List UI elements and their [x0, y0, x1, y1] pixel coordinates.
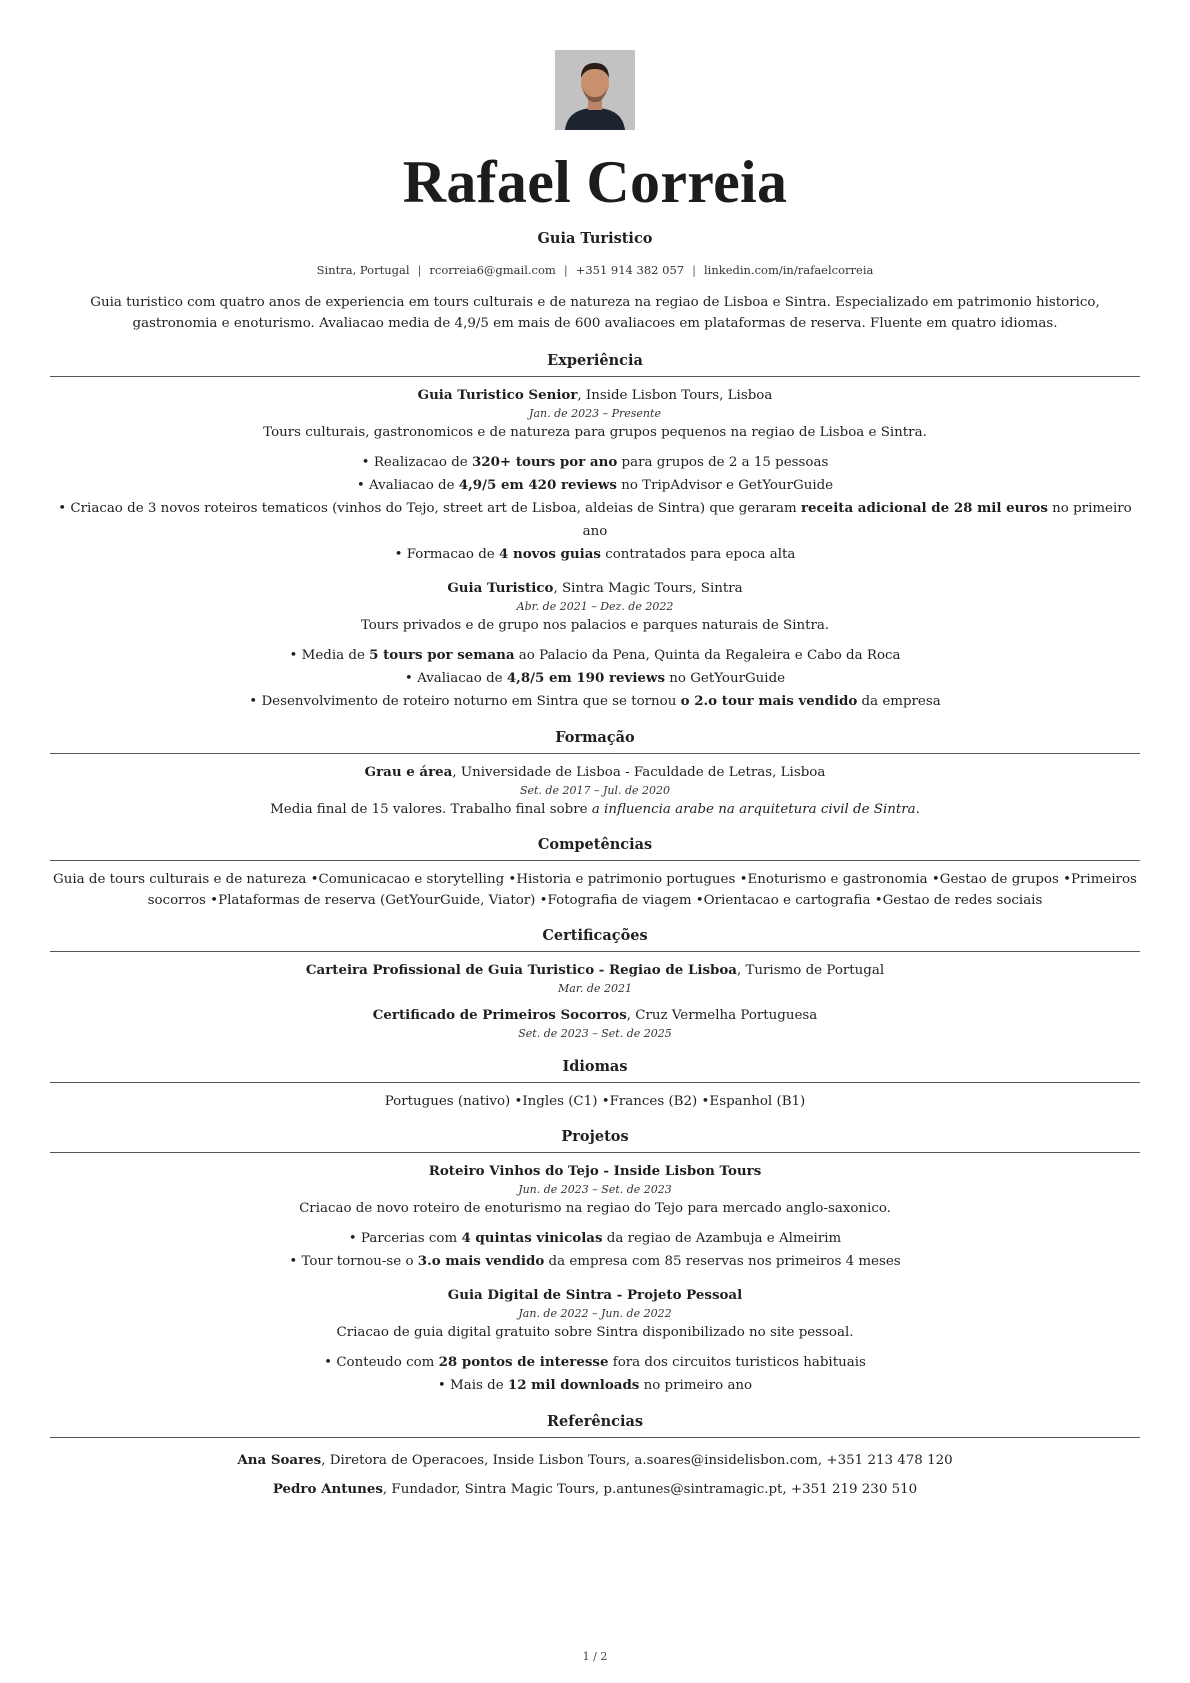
skill-item: • Historia e patrimonio portugues — [504, 872, 735, 887]
job-bullets — [50, 451, 1140, 566]
job-title-line — [50, 385, 1140, 406]
reference-details: , Diretora de Operacoes, Inside Lisbon Tours, a.soares@insidelisbon.com, +351 213 478 120 — [321, 1453, 953, 1469]
bullet-item: • Conteudo com 28 pontos de interesse fora dos circuitos turisticos habituais — [50, 1351, 1140, 1374]
references-section — [50, 1411, 1140, 1504]
section-title: Experiência — [50, 350, 1140, 377]
project-title: Roteiro Vinhos do Tejo - Inside Lisbon Tours — [428, 1163, 762, 1180]
bullet-item: • Formacao de 4 novos guias contratados para epoca alta — [50, 543, 1140, 566]
language-item: Portugues (nativo) — [384, 1094, 511, 1110]
bullet-item: • Tour tornou-se o 3.o mais vendido da empresa com 85 reservas nos primeiros 4 meses — [50, 1250, 1140, 1273]
job-description: Tours culturais, gastronomicos e de natureza para grupos pequenos na regiao de Lisboa e Sintra. — [263, 425, 927, 441]
job-title-line — [50, 578, 1140, 599]
reference-details: , Fundador, Sintra Magic Tours, p.antunes@sintramagic.pt, +351 219 230 510 — [382, 1482, 918, 1498]
school-name: , Universidade de Lisboa - Faculdade de Letras, Lisboa — [452, 765, 826, 781]
job-dates: Abr. de 2021 – Dez. de 2022 — [516, 600, 674, 614]
language-item: • Frances (B2) — [597, 1094, 697, 1109]
bullet-item: • Media de 5 tours por semana ao Palacio da Pena, Quinta da Regaleira e Cabo da Roca — [50, 644, 1140, 667]
section-title: Competências — [50, 834, 1140, 861]
candidate-role: Guia Turistico — [537, 230, 653, 247]
bullet-item: • Avaliacao de 4,9/5 em 420 reviews no TripAdvisor e GetYourGuide — [50, 474, 1140, 497]
separator: | — [417, 263, 422, 278]
location: Sintra, Portugal — [316, 263, 410, 278]
contact-line — [50, 262, 1140, 280]
page-number: 1 / 2 — [582, 1650, 608, 1663]
reference-name: Ana Soares — [237, 1452, 322, 1469]
education-description: Media final de 15 valores. Trabalho final sobre a influencia arabe na arquitetura civil de Sintra. — [270, 802, 920, 818]
section-title: Projetos — [50, 1126, 1140, 1153]
email-link[interactable]: rcorreia6@gmail.com — [429, 263, 556, 278]
education-section — [50, 727, 1140, 820]
degree-name: Grau e área — [364, 764, 453, 781]
summary: Guia turistico com quatro anos de experiencia em tours culturais e de natureza na regiao de Lisboa e Sintra. Especializado em patrimonio historico, gastronomia e enoturismo. Avaliacao media de 4,9/5 em mais de 600 avaliacoes em plataformas de reserva. Fluente em quatro idiomas. — [90, 295, 1100, 332]
skill-item: • Primeiros socorros — [148, 872, 1137, 908]
linkedin-link[interactable]: linkedin.com/in/rafaelcorreia — [703, 263, 874, 278]
phone-number[interactable]: +351 914 382 057 — [575, 263, 685, 278]
reference-name: Pedro Antunes — [272, 1481, 383, 1498]
project-description: Criacao de novo roteiro de enoturismo na regiao do Tejo para mercado anglo-saxonico. — [299, 1201, 891, 1217]
bullet-item: • Realizacao de 320+ tours por ano para grupos de 2 a 15 pessoas — [50, 451, 1140, 474]
section-title: Certificações — [50, 925, 1140, 952]
project-bullets — [50, 1227, 1140, 1273]
languages-section — [50, 1056, 1140, 1112]
job-dates: Jan. de 2023 – Presente — [529, 407, 661, 421]
section-title: Formação — [50, 727, 1140, 754]
skill-item: • Orientacao e cartografia — [692, 893, 871, 908]
skill-item: • Gestao de grupos — [928, 872, 1059, 887]
skill-item: • Plataformas de reserva (GetYourGuide, Viator) — [206, 893, 535, 908]
skills-section — [50, 834, 1140, 911]
separator: | — [692, 263, 696, 278]
job-role: Guia Turistico Senior — [417, 387, 578, 404]
section-title: Referências — [50, 1411, 1140, 1438]
languages-list — [50, 1091, 1140, 1112]
language-item: • Ingles (C1) — [510, 1094, 597, 1109]
project-description: Criacao de guia digital gratuito sobre Sintra disponibilizado no site pessoal. — [336, 1325, 854, 1341]
skill-item: • Gestao de redes sociais — [870, 893, 1042, 908]
certification-line — [50, 1005, 1140, 1026]
certification-name: Carteira Profissional de Guia Turistico - Regiao de Lisboa — [305, 962, 737, 979]
certification-name: Certificado de Primeiros Socorros — [372, 1007, 627, 1024]
certification-date: Mar. de 2021 — [558, 982, 632, 996]
job-bullets — [50, 644, 1140, 713]
certification-line — [50, 960, 1140, 981]
skills-list — [50, 869, 1140, 911]
degree-line — [50, 762, 1140, 783]
projects-section — [50, 1126, 1140, 1397]
experience-section — [50, 350, 1140, 713]
bullet-item: • Criacao de 3 novos roteiros tematicos (vinhos do Tejo, street art de Lisboa, aldeias de Sintra) que geraram receita adicional de 28 mil euros no primeiro ano — [50, 497, 1140, 543]
skill-item: • Comunicacao e storytelling — [306, 872, 504, 887]
reference-item — [50, 1446, 1140, 1475]
project-dates: Jun. de 2023 – Set. de 2023 — [518, 1183, 672, 1197]
bullet-item: • Avaliacao de 4,8/5 em 190 reviews no GetYourGuide — [50, 667, 1140, 690]
profile-photo — [555, 50, 635, 130]
project-title: Guia Digital de Sintra - Projeto Pessoal — [447, 1287, 743, 1304]
section-title: Idiomas — [50, 1056, 1140, 1083]
skill-item: • Fotografia de viagem — [535, 893, 691, 908]
education-dates: Set. de 2017 – Jul. de 2020 — [519, 784, 671, 798]
job-role: Guia Turistico — [447, 580, 554, 597]
bullet-item: • Desenvolvimento de roteiro noturno em Sintra que se tornou o 2.o tour mais vendido da empresa — [50, 690, 1140, 713]
certification-date: Set. de 2023 – Set. de 2025 — [518, 1027, 672, 1041]
job-company: , Sintra Magic Tours, Sintra — [553, 581, 743, 597]
language-item: • Espanhol (B1) — [697, 1094, 805, 1109]
project-bullets — [50, 1351, 1140, 1397]
certifications-section — [50, 925, 1140, 1042]
reference-item — [50, 1475, 1140, 1504]
bullet-item: • Parcerias com 4 quintas vinicolas da regiao de Azambuja e Almeirim — [50, 1227, 1140, 1250]
job-description: Tours privados e de grupo nos palacios e parques naturais de Sintra. — [360, 618, 830, 634]
skill-item: • Enoturismo e gastronomia — [735, 872, 927, 887]
certification-issuer: , Turismo de Portugal — [736, 963, 885, 979]
project-dates: Jan. de 2022 – Jun. de 2022 — [518, 1307, 672, 1321]
job-company: , Inside Lisbon Tours, Lisboa — [577, 388, 773, 404]
bullet-item: • Mais de 12 mil downloads no primeiro ano — [50, 1374, 1140, 1397]
candidate-name: Rafael Correia — [402, 149, 788, 215]
certification-issuer: , Cruz Vermelha Portuguesa — [626, 1008, 818, 1024]
separator: | — [563, 263, 568, 278]
skill-item: Guia de tours culturais e de natureza — [53, 872, 307, 888]
